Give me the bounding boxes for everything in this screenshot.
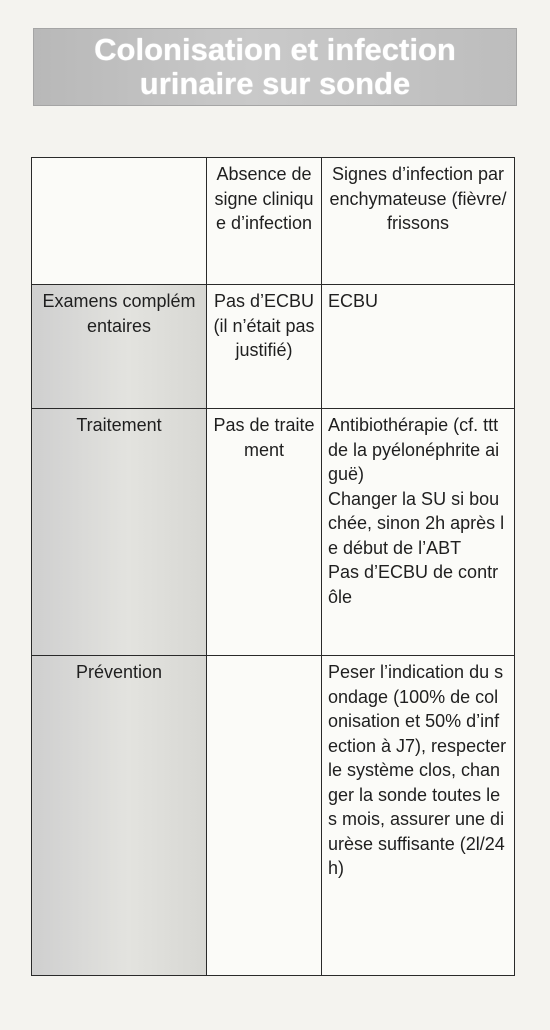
cell-examens-absence: Pas d’ECBU (il n’était pas justifié)	[207, 285, 322, 409]
title-banner	[33, 28, 517, 106]
cell-examens-signes: ECBU	[322, 285, 515, 409]
comparison-table	[31, 157, 515, 976]
title-line-1: Colonisation et infection	[94, 32, 456, 67]
cell-prevention-absence	[207, 656, 322, 976]
table-row	[32, 409, 515, 656]
table-row	[32, 656, 515, 976]
row-label-prevention: Prévention	[32, 656, 207, 976]
header-absence-signe: Absence de signe clinique d’infection	[207, 158, 322, 285]
table-row	[32, 285, 515, 409]
row-label-traitement: Traitement	[32, 409, 207, 656]
cell-traitement-absence: Pas de traitement	[207, 409, 322, 656]
row-label-examens: Examens complémentaires	[32, 285, 207, 409]
cell-prevention-signes: Peser l’indication du sondage (100% de colonisation et 50% d’infection à J7), respecter le système clos, changer la sonde toutes les mois, assurer une diurèse suffisante (2l/24h)	[322, 656, 515, 976]
header-corner-cell	[32, 158, 207, 285]
cell-traitement-signes: Antibiothérapie (cf. ttt de la pyélonéphrite aiguë) Changer la SU si bouchée, sinon 2h après le début de l’ABT Pas d’ECBU de contrôle	[322, 409, 515, 656]
table-header-row	[32, 158, 515, 285]
header-signes-infection: Signes d’infection parenchymateuse (fièvre/frissons	[322, 158, 515, 285]
title-line-2: urinaire sur sonde	[139, 66, 411, 101]
